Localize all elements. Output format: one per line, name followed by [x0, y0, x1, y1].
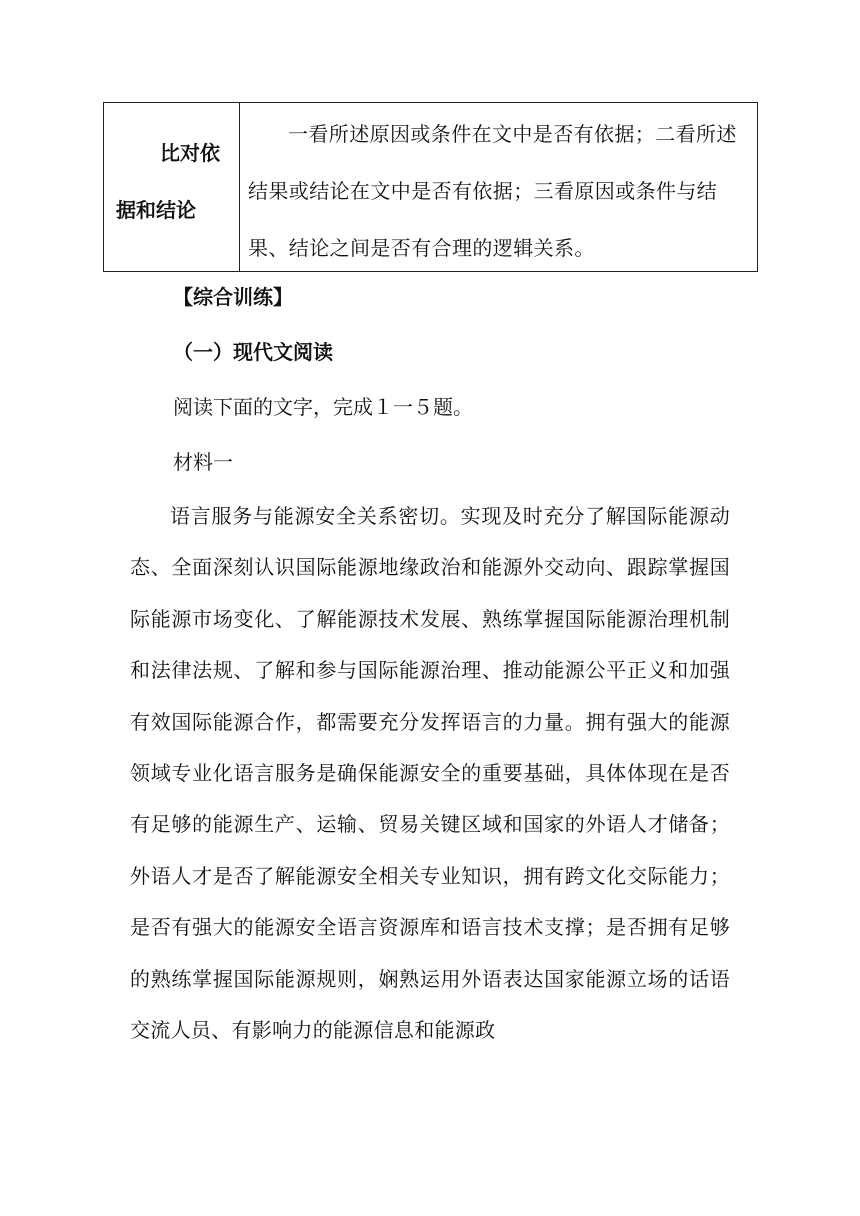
- table-content-cell: [240, 103, 757, 271]
- table-label-line2: 据和结论: [116, 198, 196, 222]
- table-label-line1: 比对依: [160, 141, 220, 165]
- table-content-text: 一看所述原因或条件在文中是否有依据；二看所述结果或结论在文中是否有依据；三看原因或条件与结果、结论之间是否有合理的逻辑关系。: [248, 122, 737, 260]
- subsection-title: （一）现代文阅读: [173, 340, 333, 364]
- section-title: 【综合训练】: [173, 285, 293, 309]
- material-paragraph: 语言服务与能源安全关系密切。实现及时充分了解国际能源动态、全面深刻认识国际能源地缘政治和能源外交动向、跟踪掌握国际能源市场变化、了解能源技术发展、熟练掌握国际能源治理机制和法律法规、了解和参与国际能源治理、推动能源公平正义和加强有效国际能源合作，都需要充分发挥语言的力量。拥有强大的能源领域专业化语言服务是确保能源安全的重要基础，具体体现在是否有足够的能源生产、运输、贸易关键区域和国家的外语人才储备；外语人才是否了解能源安全相关专业知识，拥有跨文化交际能力；是否有强大的能源安全语言资源库和语言技术支撑；是否拥有足够的熟练掌握国际能源规则，娴熟运用外语表达国家能源立场的话语交流人员、有影响力的能源信息和能源政: [130, 504, 730, 1043]
- table-label-cell: [104, 103, 240, 271]
- material-label: 材料一: [173, 450, 233, 474]
- method-table: [103, 102, 758, 272]
- instruction-text: 阅读下面的文字，完成１一５题。: [173, 395, 473, 419]
